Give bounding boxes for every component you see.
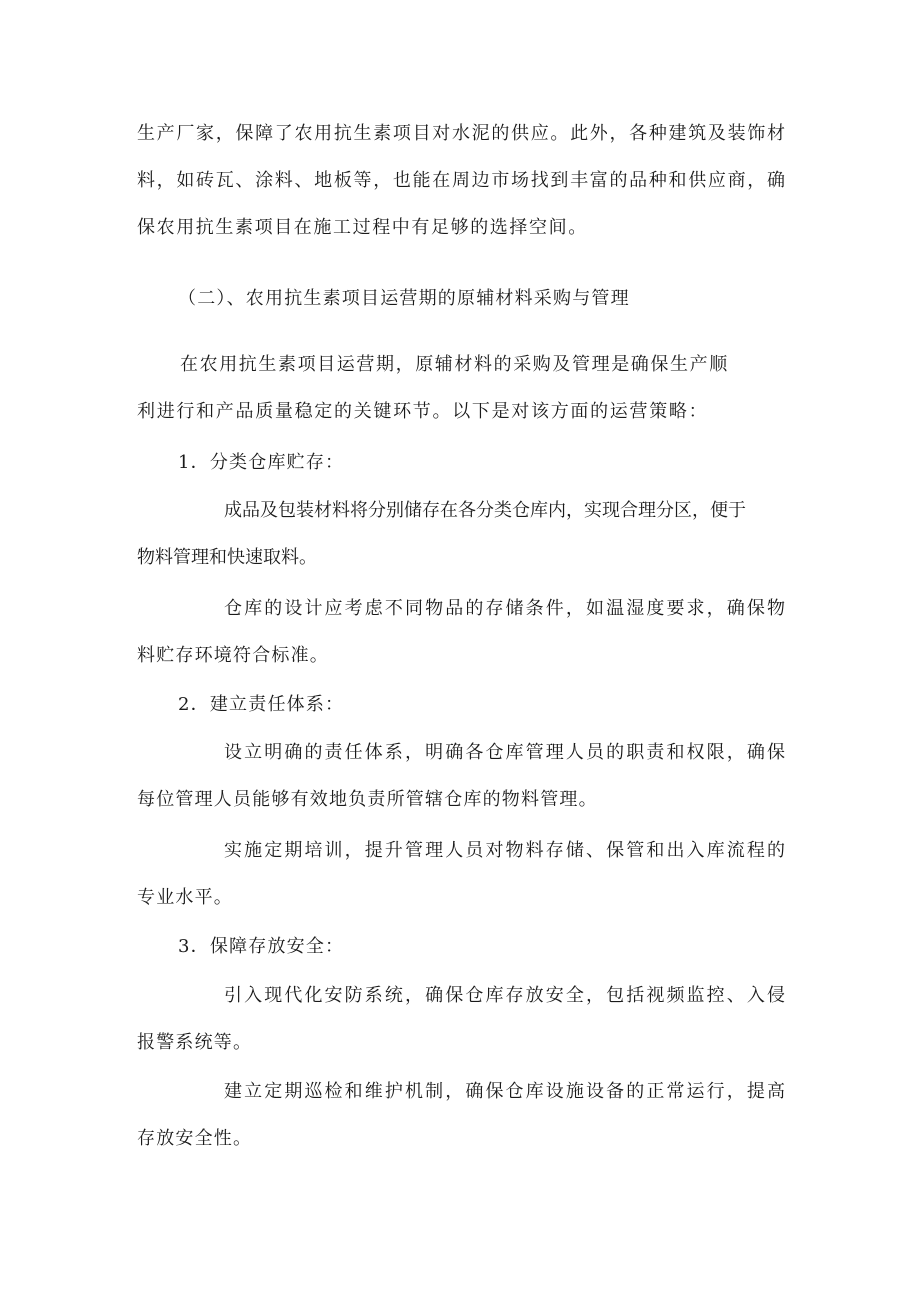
paragraph-line: 存放安全性。	[137, 1128, 253, 1149]
paragraph-line: 仓库的设计应考虑不同物品的存储条件，如温湿度要求，确保物	[224, 598, 785, 619]
list-heading: 1．分类仓库贮存：	[178, 452, 345, 473]
paragraph-line: 实施定期培训，提升管理人员对物料存储、保管和出入库流程的	[224, 840, 785, 861]
list-heading: 3．保障存放安全：	[178, 936, 345, 957]
paragraph-line: 物料管理和快速取料。	[137, 547, 317, 568]
paragraph-line: 每位管理人员能够有效地负责所管辖仓库的物料管理。	[137, 789, 598, 810]
paragraph-line: 报警系统等。	[137, 1032, 253, 1053]
section-heading: （二）、农用抗生素项目运营期的原辅材料采购与管理	[178, 288, 630, 309]
paragraph-line: 建立定期巡检和维护机制，确保仓库设施设备的正常运行，提高	[224, 1081, 785, 1102]
paragraph-line: 保农用抗生素项目在施工过程中有足够的选择空间。	[137, 217, 588, 238]
paragraph-line: 料贮存环境符合标准。	[137, 645, 329, 666]
paragraph-line: 成品及包装材料将分别储存在各分类仓库内，实现合理分区，便于	[224, 500, 746, 521]
paragraph-line: 在农用抗生素项目运营期，原辅材料的采购及管理是确保生产顺	[180, 354, 729, 375]
list-heading: 2．建立责任体系：	[178, 694, 345, 715]
paragraph-line: 生产厂家，保障了农用抗生素项目对水泥的供应。此外，各种建筑及装饰材	[137, 123, 785, 144]
paragraph-line: 设立明确的责任体系，明确各仓库管理人员的职责和权限，确保	[224, 742, 785, 763]
paragraph-line: 引入现代化安防系统，确保仓库存放安全，包括视频监控、入侵	[224, 985, 785, 1006]
paragraph-line: 料，如砖瓦、涂料、地板等，也能在周边市场找到丰富的品种和供应商，确	[137, 170, 785, 191]
paragraph-line: 专业水平。	[137, 887, 233, 908]
paragraph-line: 利进行和产品质量稳定的关键环节。以下是对该方面的运营策略：	[137, 401, 709, 422]
